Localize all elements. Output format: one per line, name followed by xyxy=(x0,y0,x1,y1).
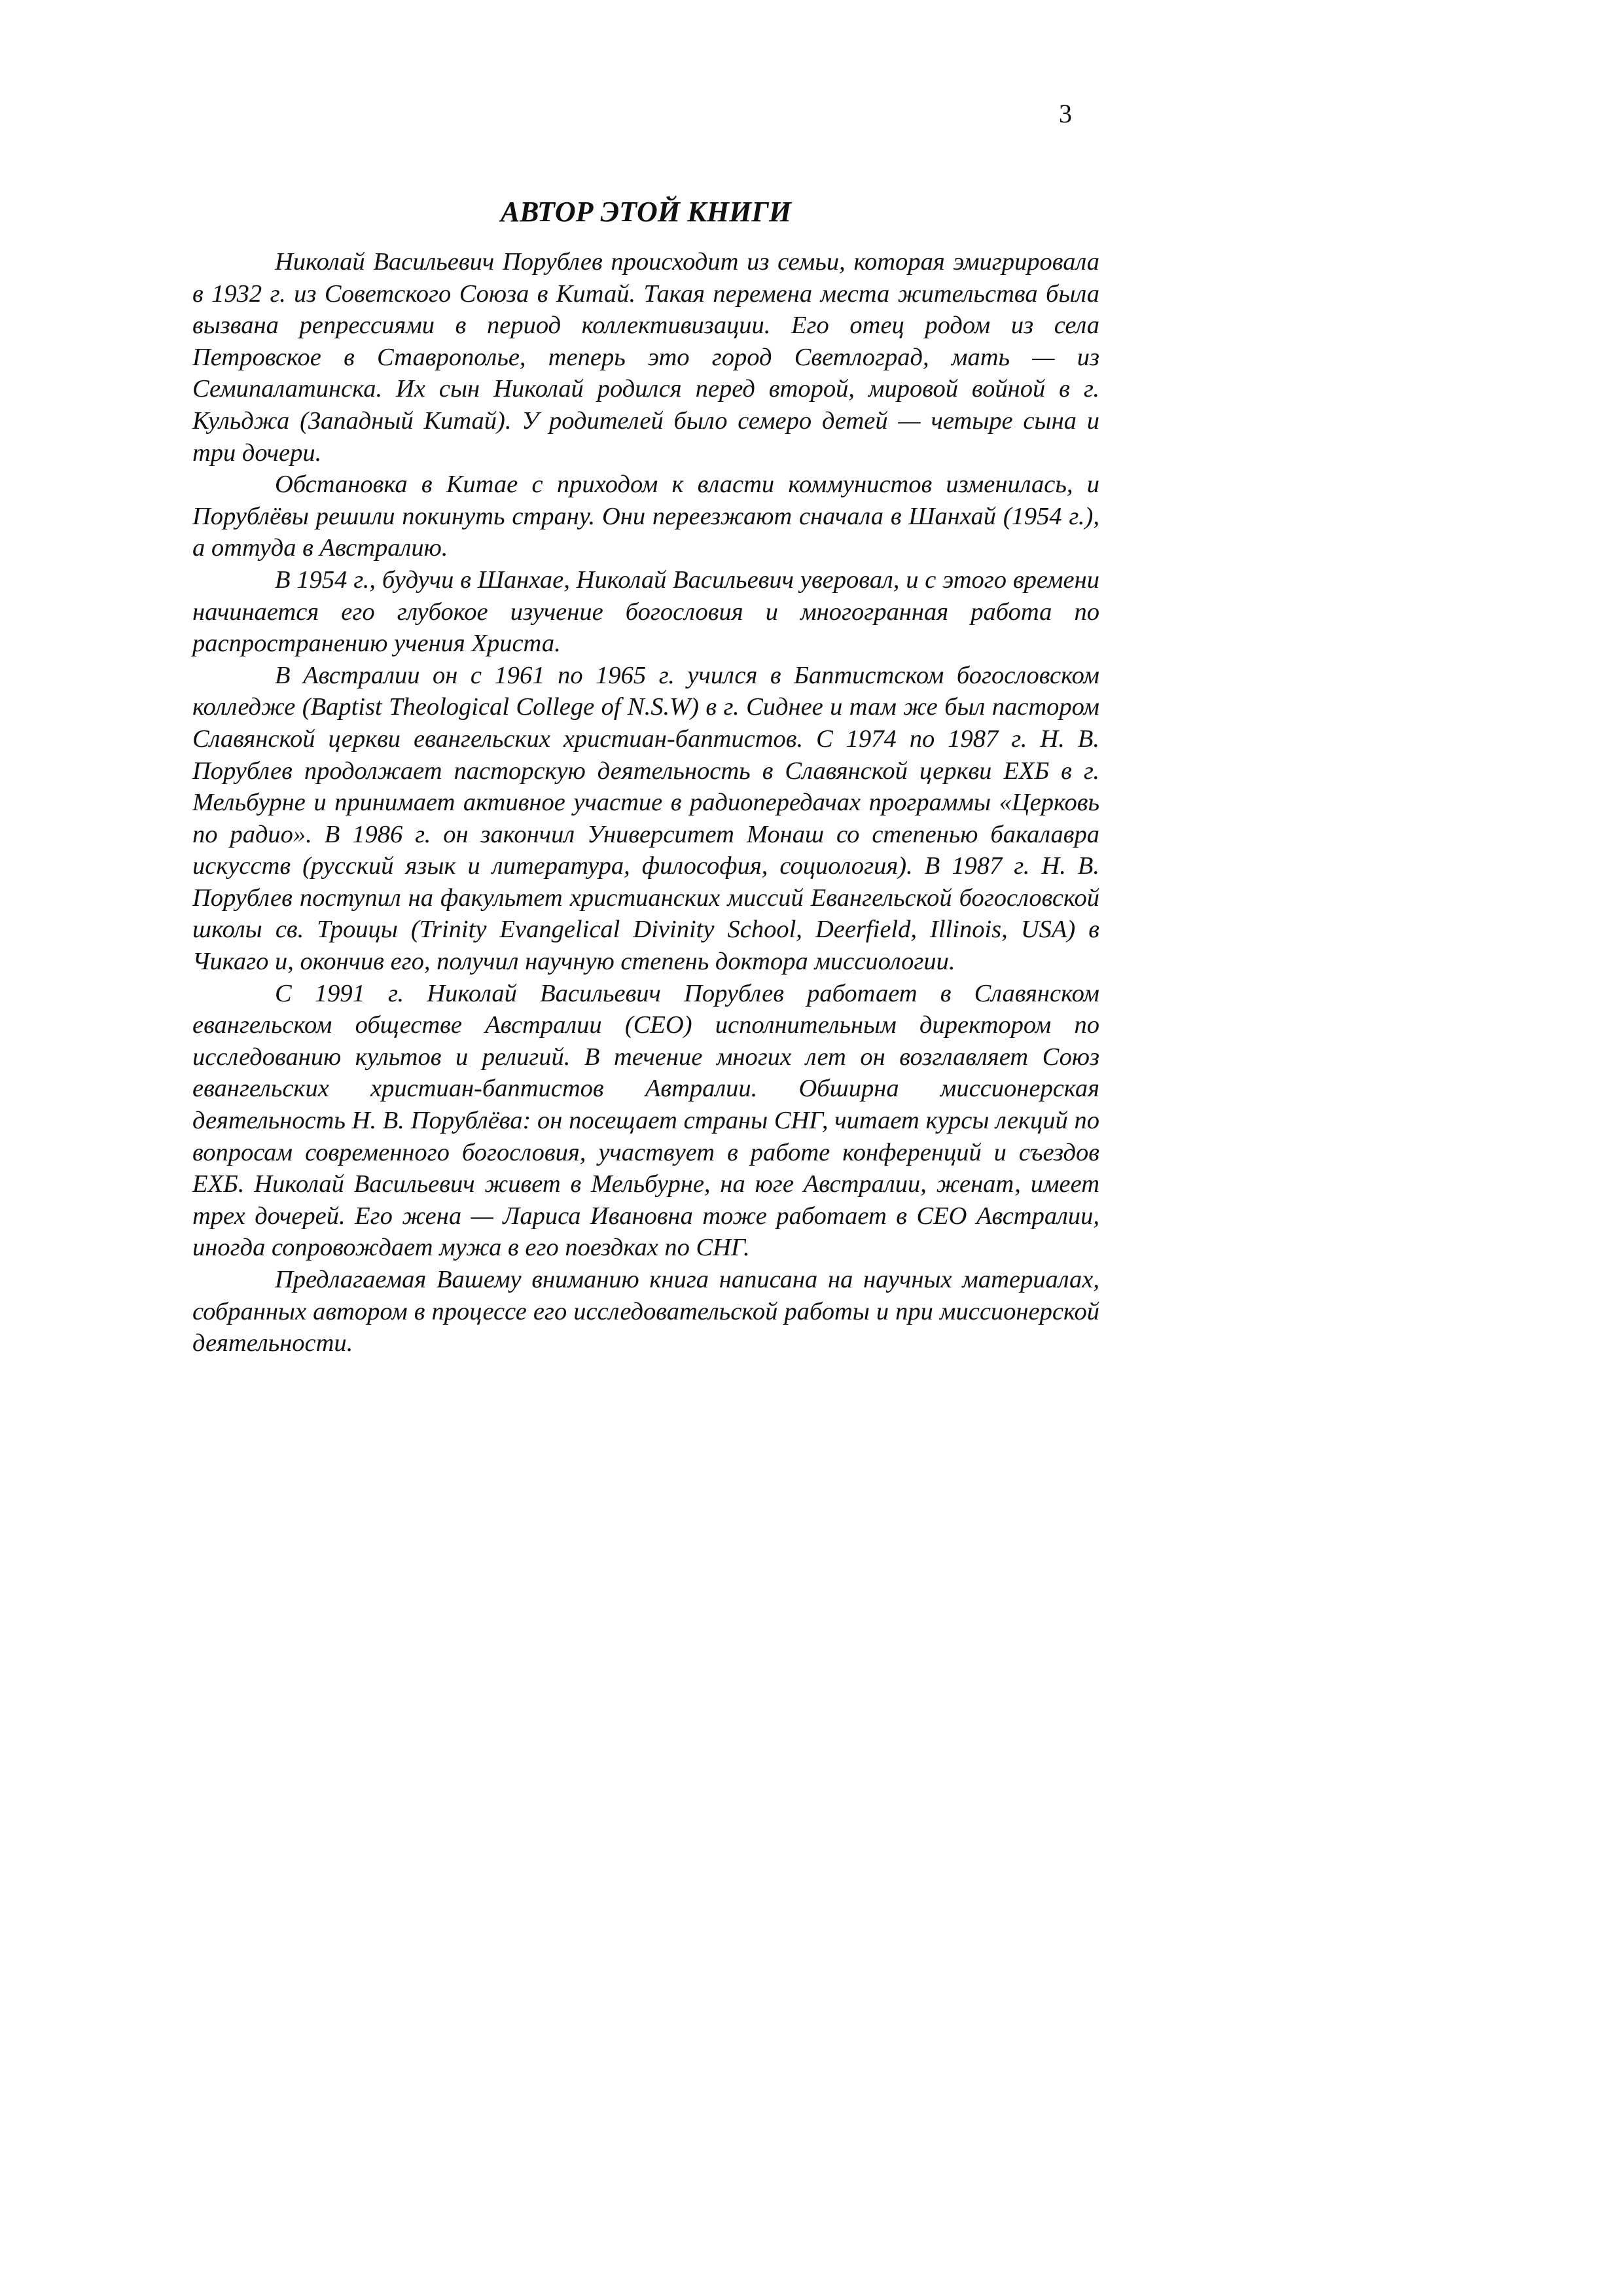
paragraph-conversion: В 1954 г., будучи в Шанхае, Николай Васильевич уверовал, и с этого времени начинается его глубокое изучение богословия и многогранная работа по распространению учения Христа. xyxy=(192,565,1099,658)
paragraph-origin: Николай Васильевич Порублев происходит из семьи, которая эмигрировала в 1932 г. из Советского Союза в Китай. Такая перемена места жительства была вызвана репрессиями в период коллективизации. Его отец родом из села Петровское в Ставрополье, теперь это город Светлоград, мать — из Семипалатинска. Их сын Николай родился перед второй, мировой войной в г. Кульджа (Западный Китай). У родителей было семеро детей — четыре сына и три дочери. xyxy=(192,248,1099,467)
body-text xyxy=(192,246,1099,1359)
paragraph-book-note: Предлагаемая Вашему вниманию книга написана на научных материалах, собранных автором в процессе его исследовательской работы и при миссионерской деятельности. xyxy=(192,1266,1099,1357)
paragraph-emigration: Обстановка в Китае с приходом к власти коммунистов изменилась, и Порублёвы решили покинуть страну. Они переезжают сначала в Шанхай (1954 г.), а оттуда в Австралию. xyxy=(192,471,1099,562)
paragraph-education-ministry: В Австралии он с 1961 по 1965 г. учился в Баптистском богословском колледже (Baptist Theological College of N.S.W) в г. Сиднее и там же был пастором Славянской церкви евангельских христиан-баптистов. С 1974 по 1987 г. Н. В. Порублев продолжает пасторскую деятельность в Славянской церкви ЕХБ в г. Мельбурне и принимает активное участие в радиопередачах программы «Церковь по радио». В 1986 г. он закончил Университет Монаш со степенью бакалавра искусств (русский язык и литература, философия, социология). В 1987 г. Н. В. Порублев поступил на факультет христианских миссий Евангельской богословской школы св. Троицы (Trinity Evangelical Divinity School, Deerfield, Illinois, USA) в Чикаго и, окончив его, получил научную степень доктора миссиологии. xyxy=(192,661,1099,976)
paragraph-current-work: С 1991 г. Николай Васильевич Порублев работает в Славянском евангельском обществе Австралии (СЕО) исполнительным директором по исследованию культов и религий. В течение многих лет он возглавляет Союз евангельских христиан-баптистов Автралии. Обширна миссионерская деятельность Н. В. Порублёва: он посещает страны СНГ, читает курсы лекций по вопросам современного богословия, участвует в работе конференций и съездов ЕХБ. Николай Васильевич живет в Мельбурне, на юге Австралии, женат, имеет трех дочерей. Его жена — Лариса Ивановна тоже работает в СЕО Австралии, иногда сопровождает мужа в его поездках по СНГ. xyxy=(192,979,1099,1262)
page-title: АВТОР ЭТОЙ КНИГИ xyxy=(500,196,792,228)
page-number: 3 xyxy=(1059,99,1072,128)
